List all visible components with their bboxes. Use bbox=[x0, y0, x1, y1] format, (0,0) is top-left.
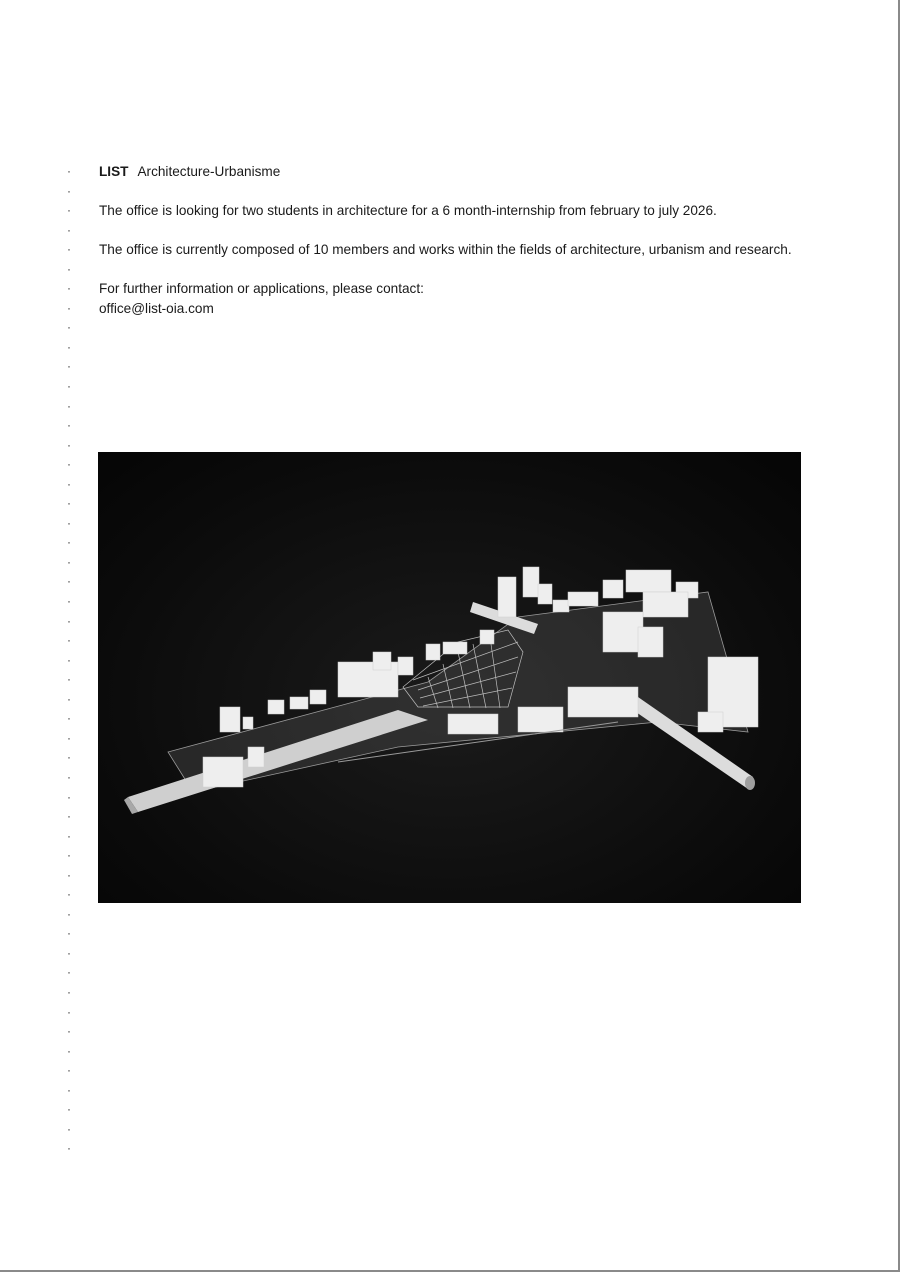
margin-dot: · bbox=[67, 1004, 71, 1019]
margin-dot: · bbox=[67, 769, 71, 784]
model-illustration bbox=[98, 452, 801, 903]
margin-dot: · bbox=[67, 457, 71, 472]
margin-dot: · bbox=[67, 261, 71, 276]
contact-label: For further information or applications, please contact: bbox=[99, 281, 424, 297]
margin-dot-column bbox=[67, 162, 71, 1159]
margin-dot: · bbox=[67, 867, 71, 882]
margin-dot: · bbox=[67, 672, 71, 687]
margin-dot: · bbox=[67, 535, 71, 550]
architecture-model-photo bbox=[98, 452, 801, 903]
margin-dot: · bbox=[67, 359, 71, 374]
margin-dot: · bbox=[67, 652, 71, 667]
margin-dot: · bbox=[67, 164, 71, 178]
margin-dot: · bbox=[67, 965, 71, 980]
margin-dot: · bbox=[67, 496, 71, 511]
internship-paragraph: The office is looking for two students in architecture for a 6 month-internship from february to july 2026. bbox=[99, 203, 717, 219]
office-paragraph: The office is currently composed of 10 members and works within the fields of architecture, urbanism and research. bbox=[99, 242, 792, 258]
margin-dot: · bbox=[67, 320, 71, 335]
margin-dot: · bbox=[67, 789, 71, 804]
margin-dot: · bbox=[67, 554, 71, 569]
margin-dot: · bbox=[67, 926, 71, 941]
margin-dot: · bbox=[67, 437, 71, 452]
brand-name: LIST bbox=[99, 164, 129, 179]
margin-dot: · bbox=[67, 300, 71, 315]
margin-dot: · bbox=[67, 828, 71, 843]
document-content bbox=[99, 162, 799, 318]
margin-dot: · bbox=[67, 691, 71, 706]
margin-dot: · bbox=[67, 906, 71, 921]
margin-dot: · bbox=[67, 887, 71, 902]
margin-dot: · bbox=[67, 1121, 71, 1136]
header-line bbox=[99, 162, 799, 182]
margin-dot: · bbox=[67, 984, 71, 999]
margin-dot: · bbox=[67, 613, 71, 628]
brand-subtitle: Architecture-Urbanisme bbox=[137, 164, 281, 179]
margin-dot: · bbox=[67, 1082, 71, 1097]
margin-dot: · bbox=[67, 183, 71, 198]
margin-dot: · bbox=[67, 379, 71, 394]
margin-dot: · bbox=[67, 398, 71, 413]
margin-dot: · bbox=[67, 203, 71, 218]
margin-dot: · bbox=[67, 574, 71, 589]
margin-dot: · bbox=[67, 1024, 71, 1039]
margin-dot: · bbox=[67, 1043, 71, 1058]
margin-dot: · bbox=[67, 515, 71, 530]
margin-dot: · bbox=[67, 281, 71, 296]
margin-dot: · bbox=[67, 1063, 71, 1078]
margin-dot: · bbox=[67, 242, 71, 257]
margin-dot: · bbox=[67, 1141, 71, 1156]
margin-dot: · bbox=[67, 339, 71, 354]
margin-dot: · bbox=[67, 418, 71, 433]
margin-dot: · bbox=[67, 848, 71, 863]
margin-dot: · bbox=[67, 633, 71, 648]
margin-dot: · bbox=[67, 222, 71, 237]
margin-dot: · bbox=[67, 945, 71, 960]
margin-dot: · bbox=[67, 750, 71, 765]
margin-dot: · bbox=[67, 730, 71, 745]
margin-dot: · bbox=[67, 711, 71, 726]
margin-dot: · bbox=[67, 476, 71, 491]
margin-dot: · bbox=[67, 1102, 71, 1117]
contact-email[interactable]: office@list-oia.com bbox=[99, 300, 214, 316]
margin-dot: · bbox=[67, 809, 71, 824]
margin-dot: · bbox=[67, 594, 71, 609]
